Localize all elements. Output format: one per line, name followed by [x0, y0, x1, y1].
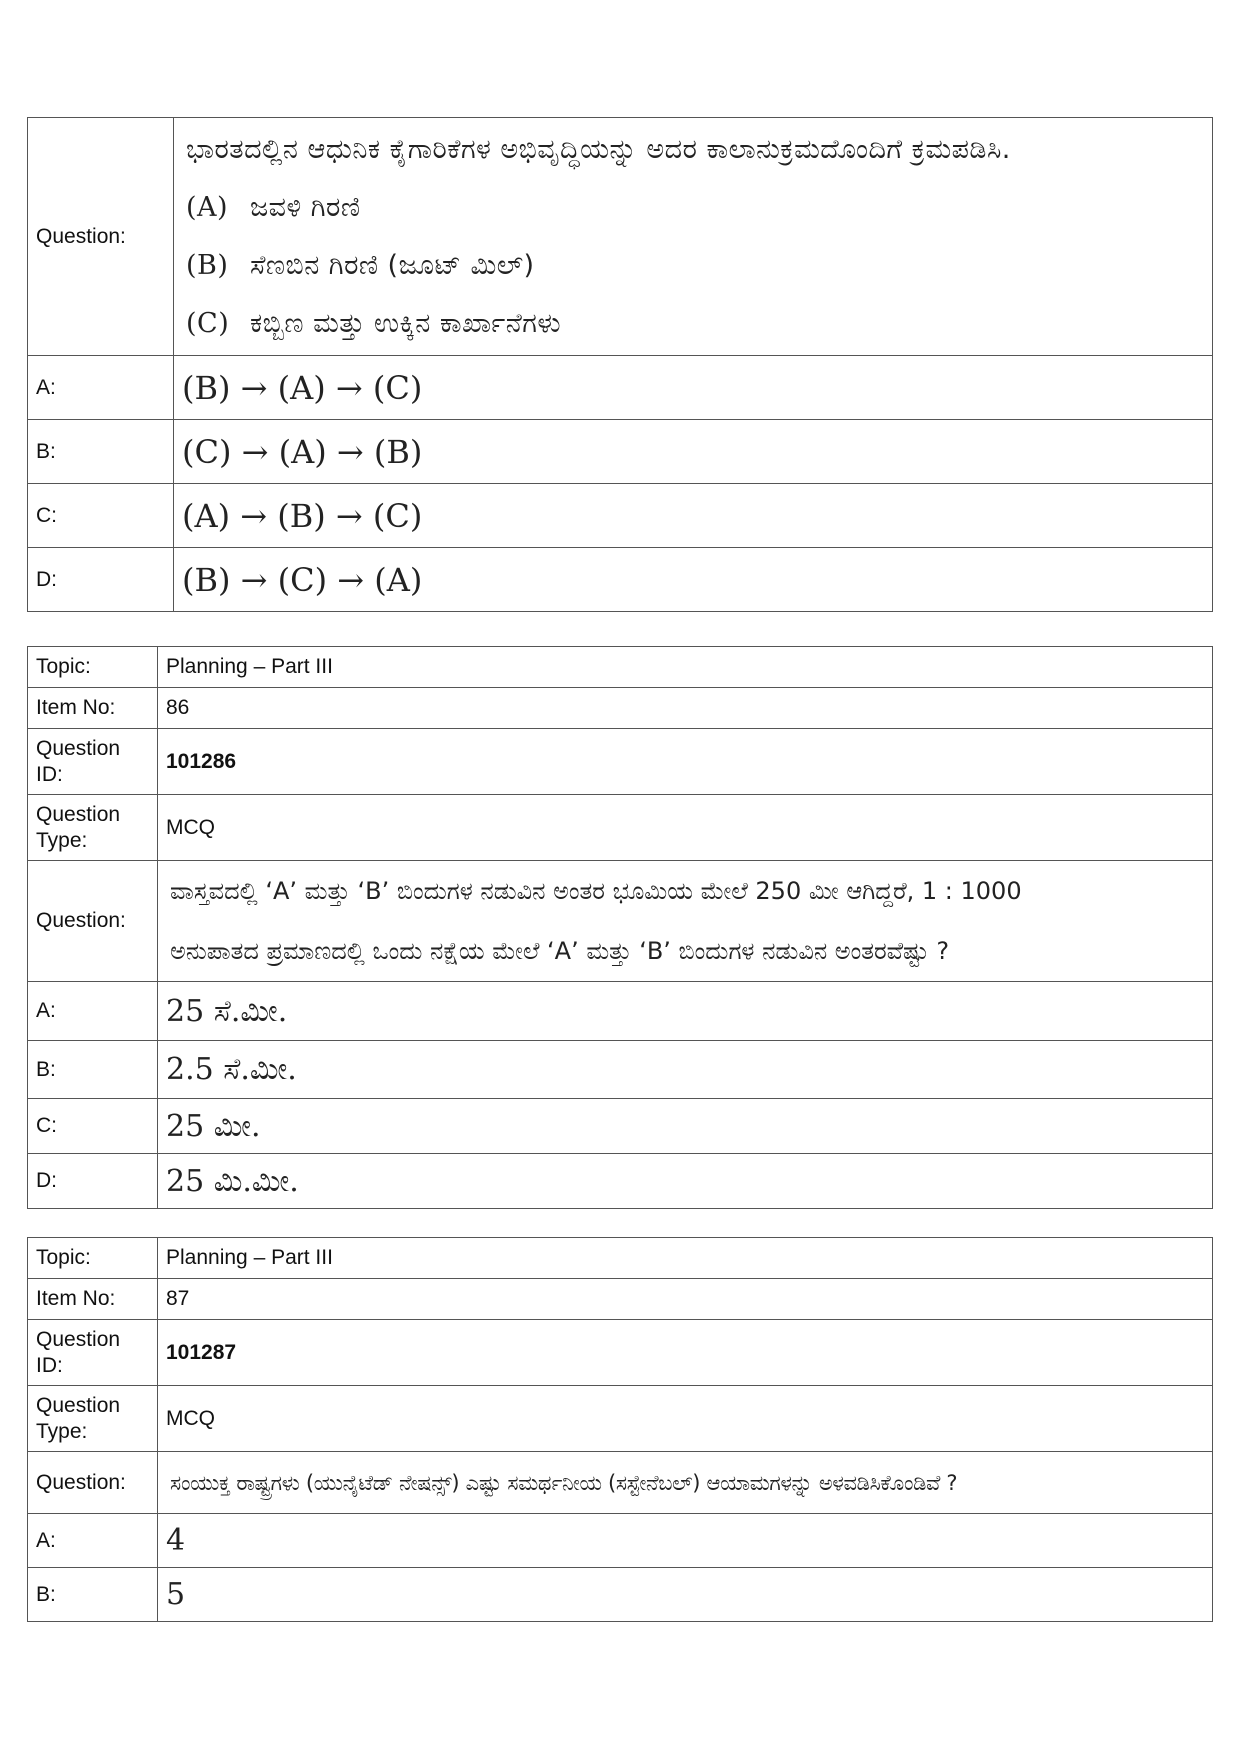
option-label-d: D: [28, 548, 174, 612]
question-content [158, 1452, 1213, 1514]
option-row-d [28, 548, 1213, 612]
option-label-a: A: [28, 356, 174, 420]
item-no-label: Item No: [28, 688, 158, 729]
option-row-a [28, 356, 1213, 420]
question-type-value: MCQ [158, 795, 1213, 861]
topic-row [28, 1238, 1213, 1279]
question-type-value: MCQ [158, 1386, 1213, 1452]
option-label-a: A: [28, 1514, 158, 1568]
option-row-c [28, 484, 1213, 548]
question-table-86 [27, 646, 1213, 1209]
item-no-row [28, 688, 1213, 729]
question-stem-line: ವಾಸ್ತವದಲ್ಲಿ ‘A’ ಮತ್ತು ‘B’ ಬಿಂದುಗಳ ನಡುವಿನ ಅಂತರ ಭೂಮಿಯ ಮೇಲೆ 250 ಮೀ ಆಗಿದ್ದರೆ, 1 : 1000 [170, 877, 1022, 905]
question-row [28, 118, 1213, 356]
question-type-row [28, 795, 1213, 861]
topic-value: Planning – Part III [158, 1238, 1213, 1279]
question-id-row [28, 1320, 1213, 1386]
question-label: Question: [28, 861, 158, 982]
option-row-a [28, 1514, 1213, 1568]
option-b-text: 2.5 ಸೆ.ಮೀ. [158, 1041, 1213, 1099]
question-id-label: Question ID: [28, 1320, 158, 1386]
item-no-label: Item No: [28, 1279, 158, 1320]
option-d-text: (B) → (C) → (A) [174, 548, 1213, 612]
question-item: (A) ಜವಳಿ ಗಿರಣಿ [186, 191, 361, 223]
question-label: Question: [28, 1452, 158, 1514]
option-row-d [28, 1154, 1213, 1209]
option-label-b: B: [28, 1568, 158, 1622]
question-id-value: 101287 [158, 1320, 1213, 1386]
question-content [174, 118, 1213, 356]
option-b-text: 5 [158, 1568, 1213, 1622]
topic-row [28, 647, 1213, 688]
option-label-b: B: [28, 420, 174, 484]
question-label: Question: [28, 118, 174, 356]
question-row [28, 1452, 1213, 1514]
question-type-label: Question Type: [28, 795, 158, 861]
option-b-text: (C) → (A) → (B) [174, 420, 1213, 484]
option-c-text: (A) → (B) → (C) [174, 484, 1213, 548]
question-id-value: 101286 [158, 729, 1213, 795]
question-content [158, 861, 1213, 982]
option-label-b: B: [28, 1041, 158, 1099]
question-stem: ಭಾರತದಲ್ಲಿನ ಆಧುನಿಕ ಕೈಗಾರಿಕೆಗಳ ಅಭಿವೃದ್ಧಿಯನ್ನು ಅದರ ಕಾಲಾನುಕ್ರಮದೊಂದಿಗೆ ಕ್ರಮಪಡಿಸಿ. [186, 133, 1011, 165]
item-no-row [28, 1279, 1213, 1320]
option-label-c: C: [28, 1099, 158, 1154]
question-stem-line: ಅನುಪಾತದ ಪ್ರಮಾಣದಲ್ಲಿ ಒಂದು ನಕ್ಷೆಯ ಮೇಲೆ ‘A’ ಮತ್ತು ‘B’ ಬಿಂದುಗಳ ನಡುವಿನ ಅಂತರವೆಷ್ಟು ? [170, 937, 950, 965]
option-a-text: 4 [158, 1514, 1213, 1568]
question-type-label: Question Type: [28, 1386, 158, 1452]
option-label-d: D: [28, 1154, 158, 1209]
option-label-c: C: [28, 484, 174, 548]
option-a-text: (B) → (A) → (C) [174, 356, 1213, 420]
topic-value: Planning – Part III [158, 647, 1213, 688]
item-no-value: 86 [158, 688, 1213, 729]
item-no-value: 87 [158, 1279, 1213, 1320]
option-label-a: A: [28, 982, 158, 1041]
question-id-label: Question ID: [28, 729, 158, 795]
option-row-b [28, 1568, 1213, 1622]
question-stem: ಸಂಯುಕ್ತ ರಾಷ್ಟ್ರಗಳು (ಯುನೈಟೆಡ್ ನೇಷನ್ಸ್) ಎಷ್ಟು ಸಮರ್ಥನೀಯ (ಸಸ್ಟೇನೆಬಲ್) ಆಯಾಮಗಳನ್ನು ಅಳವಡಿಸಿಕೊಂಡಿವೆ ? [170, 1470, 958, 1495]
topic-label: Topic: [28, 647, 158, 688]
option-d-text: 25 ಮಿ.ಮೀ. [158, 1154, 1213, 1209]
option-a-text: 25 ಸೆ.ಮೀ. [158, 982, 1213, 1041]
question-table-87 [27, 1237, 1213, 1622]
option-c-text: 25 ಮೀ. [158, 1099, 1213, 1154]
option-row-b [28, 420, 1213, 484]
option-row-a [28, 982, 1213, 1041]
question-item: (B) ಸೆಣಬಿನ ಗಿರಣಿ (ಜೂಟ್ ಮಿಲ್) [186, 249, 535, 281]
question-type-row [28, 1386, 1213, 1452]
question-row [28, 861, 1213, 982]
question-item: (C) ಕಬ್ಬಿಣ ಮತ್ತು ಉಕ್ಕಿನ ಕಾರ್ಖಾನೆಗಳು [186, 307, 562, 339]
question-id-row [28, 729, 1213, 795]
topic-label: Topic: [28, 1238, 158, 1279]
question-table-85 [27, 117, 1213, 612]
option-row-b [28, 1041, 1213, 1099]
option-row-c [28, 1099, 1213, 1154]
